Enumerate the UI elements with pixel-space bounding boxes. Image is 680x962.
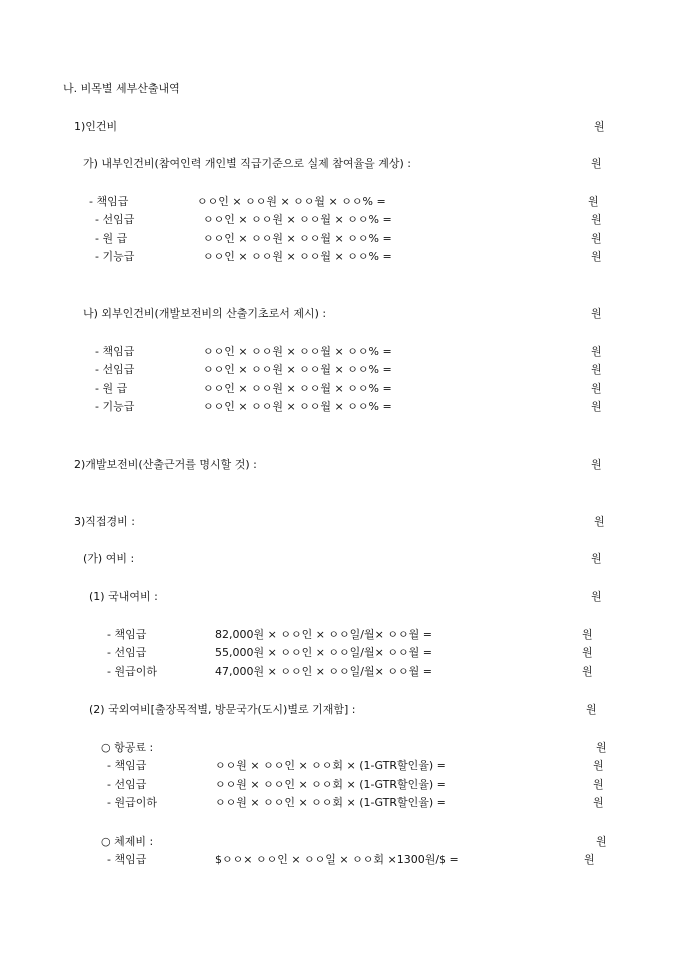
- labor-heading: 1)인건비: [74, 120, 118, 133]
- row-unit: 원: [593, 778, 604, 791]
- overseas-unit: 원: [586, 703, 597, 716]
- external-labor-unit: 원: [591, 307, 602, 320]
- row-unit: 원: [582, 646, 593, 659]
- row-grade: - 원급이하: [107, 665, 157, 678]
- row-formula: 47,000원 × ㅇㅇ인 × ㅇㅇ일/월× ㅇㅇ월 =: [215, 665, 432, 678]
- row-formula: ㅇㅇ인 × ㅇㅇ원 × ㅇㅇ월 × ㅇㅇ% =: [203, 363, 392, 376]
- row-grade: - 기능급: [95, 400, 135, 413]
- travel-heading: (가) 여비 :: [83, 552, 135, 565]
- domestic-unit: 원: [591, 590, 602, 603]
- row-grade: - 선임급: [95, 213, 135, 226]
- row-formula: ㅇㅇ인 × ㅇㅇ원 × ㅇㅇ월 × ㅇㅇ% =: [203, 213, 392, 226]
- row-formula: ㅇㅇ인 × ㅇㅇ원 × ㅇㅇ월 × ㅇㅇ% =: [197, 195, 386, 208]
- row-grade: - 원급이하: [107, 796, 157, 809]
- row-grade: - 선임급: [107, 646, 147, 659]
- airfare-heading: ○ 항공료 :: [101, 741, 154, 754]
- row-formula: 55,000원 × ㅇㅇ인 × ㅇㅇ일/월× ㅇㅇ월 =: [215, 646, 432, 659]
- row-grade: - 책임급: [107, 853, 147, 866]
- dev-heading: 2)개발보전비(산출근거를 명시할 것) :: [74, 458, 257, 471]
- row-grade: - 책임급: [95, 345, 135, 358]
- row-unit: 원: [591, 250, 602, 263]
- row-formula: ㅇㅇ원 × ㅇㅇ인 × ㅇㅇ회 × (1-GTR할인율) =: [215, 778, 446, 791]
- row-grade: - 책임급: [89, 195, 129, 208]
- row-unit: 원: [591, 213, 602, 226]
- row-unit: 원: [591, 363, 602, 376]
- row-grade: - 원 급: [95, 382, 128, 395]
- row-formula: $ㅇㅇ× ㅇㅇ인 × ㅇㅇ일 × ㅇㅇ회 ×1300원/$ =: [215, 853, 459, 866]
- row-unit: 원: [593, 796, 604, 809]
- row-unit: 원: [582, 665, 593, 678]
- internal-labor-unit: 원: [591, 157, 602, 170]
- row-formula: ㅇㅇ원 × ㅇㅇ인 × ㅇㅇ회 × (1-GTR할인율) =: [215, 796, 446, 809]
- row-formula: ㅇㅇ인 × ㅇㅇ원 × ㅇㅇ월 × ㅇㅇ% =: [203, 400, 392, 413]
- row-unit: 원: [584, 853, 595, 866]
- row-unit: 원: [591, 400, 602, 413]
- row-formula: ㅇㅇ인 × ㅇㅇ원 × ㅇㅇ월 × ㅇㅇ% =: [203, 345, 392, 358]
- domestic-heading: (1) 국내여비 :: [89, 590, 158, 603]
- row-formula: ㅇㅇ원 × ㅇㅇ인 × ㅇㅇ회 × (1-GTR할인율) =: [215, 759, 446, 772]
- row-unit: 원: [582, 628, 593, 641]
- row-unit: 원: [588, 195, 599, 208]
- row-formula: ㅇㅇ인 × ㅇㅇ원 × ㅇㅇ월 × ㅇㅇ% =: [203, 250, 392, 263]
- row-unit: 원: [591, 232, 602, 245]
- row-grade: - 선임급: [95, 363, 135, 376]
- direct-unit: 원: [594, 515, 605, 528]
- row-formula: ㅇㅇ인 × ㅇㅇ원 × ㅇㅇ월 × ㅇㅇ% =: [203, 382, 392, 395]
- airfare-unit: 원: [596, 741, 607, 754]
- direct-heading: 3)직접경비 :: [74, 515, 135, 528]
- row-grade: - 원 급: [95, 232, 128, 245]
- stay-heading: ○ 체제비 :: [101, 835, 154, 848]
- row-grade: - 책임급: [107, 759, 147, 772]
- overseas-heading: (2) 국외여비[출장목적별, 방문국가(도시)별로 기재함] :: [89, 703, 356, 716]
- row-grade: - 선임급: [107, 778, 147, 791]
- labor-unit: 원: [594, 120, 605, 133]
- dev-unit: 원: [591, 458, 602, 471]
- row-formula: ㅇㅇ인 × ㅇㅇ원 × ㅇㅇ월 × ㅇㅇ% =: [203, 232, 392, 245]
- external-labor-heading: 나) 외부인건비(개발보전비의 산출기초로서 제시) :: [83, 307, 327, 320]
- stay-unit: 원: [596, 835, 607, 848]
- row-unit: 원: [591, 345, 602, 358]
- document-title: 나. 비목별 세부산출내역: [63, 82, 180, 95]
- travel-unit: 원: [591, 552, 602, 565]
- internal-labor-heading: 가) 내부인건비(참여인력 개인별 직급기준으로 실제 참여율을 계상) :: [83, 157, 411, 170]
- row-grade: - 기능급: [95, 250, 135, 263]
- row-grade: - 책임급: [107, 628, 147, 641]
- row-formula: 82,000원 × ㅇㅇ인 × ㅇㅇ일/월× ㅇㅇ월 =: [215, 628, 432, 641]
- row-unit: 원: [591, 382, 602, 395]
- row-unit: 원: [593, 759, 604, 772]
